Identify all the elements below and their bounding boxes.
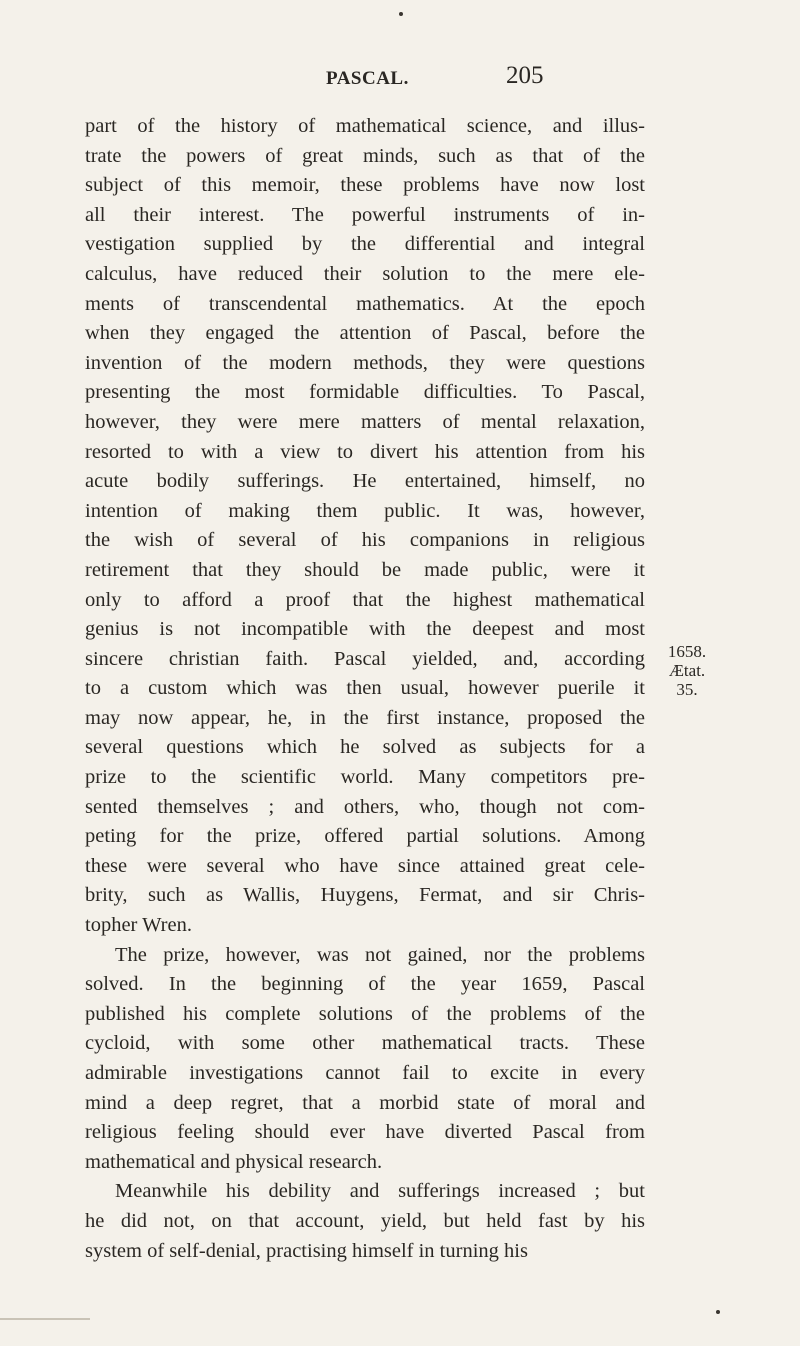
text-line: published his complete solutions of the problems of the xyxy=(85,1002,645,1025)
text-line: mathematical and physical research. xyxy=(85,1150,383,1173)
text-line: calculus, have reduced their solution to the mere ele- xyxy=(85,262,645,285)
text-line: topher Wren. xyxy=(85,914,192,937)
text-line: prize to the scientific world. Many competitors pre- xyxy=(85,766,645,789)
text-line: the wish of several of his companions in religious xyxy=(85,529,645,552)
text-line: to a custom which was then usual, however puerile it xyxy=(85,677,645,700)
text-line: ments of transcendental mathematics. At the epoch xyxy=(85,292,645,315)
text-line: sincere christian faith. Pascal yielded, and, according xyxy=(85,647,645,670)
text-line: Meanwhile his debility and sufferings increased ; but xyxy=(115,1180,645,1203)
text-line: intention of making them public. It was, however, xyxy=(85,499,645,522)
text-line: these were several who have since attained great cele- xyxy=(85,854,645,877)
text-line: he did not, on that account, yield, but held fast by his xyxy=(85,1209,645,1232)
text-line: part of the history of mathematical science, and illus- xyxy=(85,115,645,137)
text-line: resorted to with a view to divert his attention from his xyxy=(85,440,645,463)
running-head: PASCAL. xyxy=(326,68,409,89)
text-line: The prize, however, was not gained, nor the problems xyxy=(115,943,645,966)
text-line: invention of the modern methods, they were questions xyxy=(85,351,645,374)
text-line: acute bodily sufferings. He entertained, himself, no xyxy=(85,470,645,493)
text-line: peting for the prize, offered partial solutions. Among xyxy=(85,825,645,848)
text-line: cycloid, with some other mathematical tracts. These xyxy=(85,1032,645,1055)
text-line: may now appear, he, in the first instance, proposed the xyxy=(85,706,645,729)
text-line: religious feeling should ever have diverted Pascal from xyxy=(85,1121,645,1144)
text-line: sented themselves ; and others, who, though not com- xyxy=(85,795,645,818)
text-line: retirement that they should be made public, were it xyxy=(85,558,645,581)
paper-speck xyxy=(399,12,403,16)
text-line: vestigation supplied by the differential and integral xyxy=(85,233,645,256)
text-line: only to afford a proof that the highest mathematical xyxy=(85,588,645,611)
text-line: mind a deep regret, that a morbid state of moral and xyxy=(85,1091,645,1114)
text-line: admirable investigations cannot fail to excite in every xyxy=(85,1062,645,1084)
text-line: when they engaged the attention of Pascal, before the xyxy=(85,322,645,345)
margin-note-aetat: Ætat. xyxy=(668,661,706,680)
text-line: subject of this memoir, these problems have now lost xyxy=(85,174,645,197)
text-line: however, they were mere matters of mental relaxation, xyxy=(85,410,645,433)
page-number: 205 xyxy=(506,62,544,89)
text-line: all their interest. The powerful instruments of in- xyxy=(85,203,645,226)
body-text xyxy=(85,112,645,1266)
text-line: brity, such as Wallis, Huygens, Fermat, and sir Chris- xyxy=(85,884,645,907)
margin-note-year: 1658. xyxy=(667,642,707,661)
page-header xyxy=(0,62,800,102)
paper-speck xyxy=(716,1310,720,1314)
page-edge-rule xyxy=(0,1318,90,1320)
text-line: genius is not incompatible with the deepest and most xyxy=(85,618,645,641)
text-line: several questions which he solved as subjects for a xyxy=(85,736,645,759)
text-line: solved. In the beginning of the year 1659, Pascal xyxy=(85,973,645,996)
text-line: system of self-denial, practising himself in turning his xyxy=(85,1239,528,1262)
text-line: presenting the most formidable difficulties. To Pascal, xyxy=(85,381,645,404)
text-line: trate the powers of great minds, such as that of the xyxy=(85,144,645,167)
margin-note-age: 35. xyxy=(676,680,698,699)
